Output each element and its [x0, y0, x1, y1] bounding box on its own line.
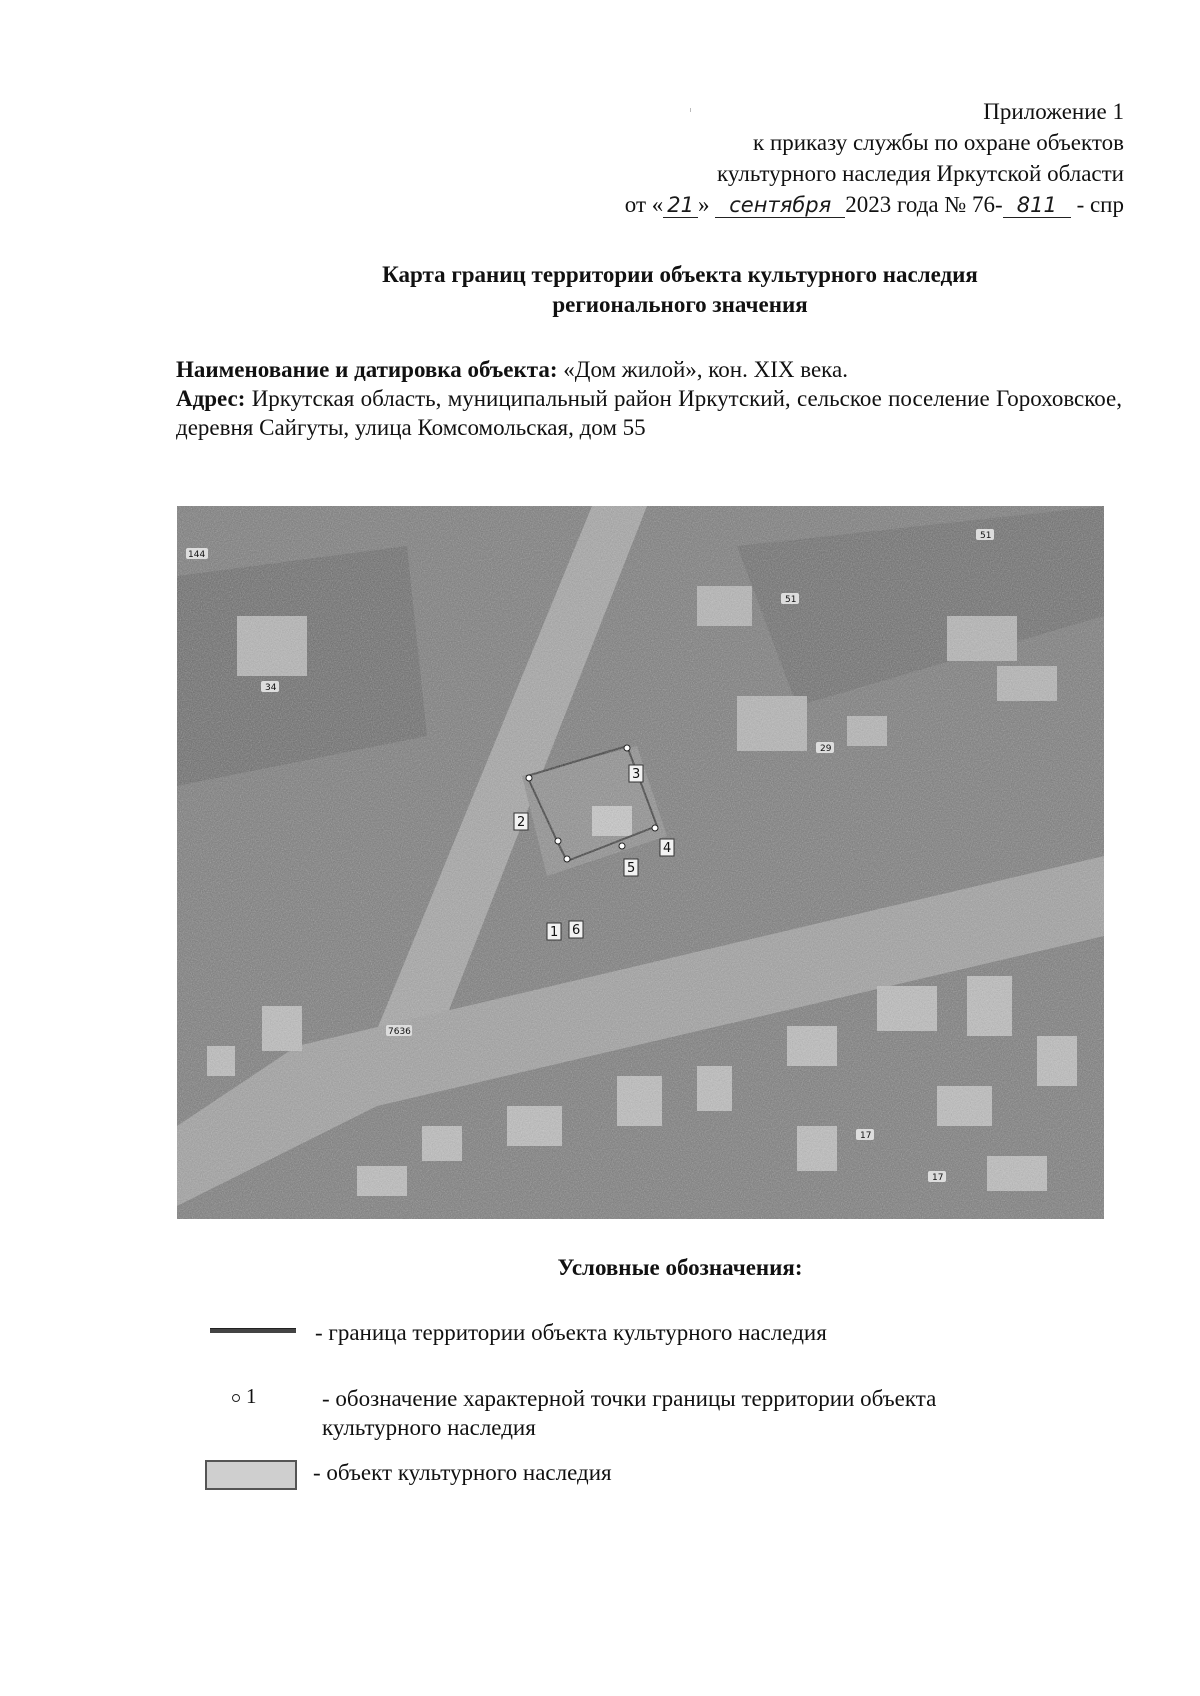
parcel-label-17b: 17 [932, 1173, 944, 1183]
legend-boundary-text: - граница территории объекта культурного наследия [315, 1320, 827, 1345]
object-name-line [176, 355, 1122, 384]
legend-point-symbol [232, 1384, 257, 1409]
point-label-3: 3 [632, 767, 641, 782]
handwritten-order-number: 811 [1003, 193, 1071, 218]
parcel-label-34: 34 [265, 683, 277, 693]
point-label-4: 4 [663, 841, 672, 856]
legend-point-line-1: - обозначение характерной точки границы территории объекта [322, 1386, 937, 1411]
handwritten-month: сентября [715, 193, 845, 218]
parcel-label-144: 144 [188, 550, 206, 560]
image-grain [177, 506, 1104, 1219]
parcel-label-29: 29 [820, 744, 832, 754]
appendix-header [625, 96, 1124, 220]
map-image [177, 506, 1104, 1219]
appendix-line-2: к приказу службы по охране объектов [753, 130, 1124, 155]
legend-point-line-2: культурного наследия [322, 1415, 536, 1440]
point-label-6: 6 [572, 923, 581, 938]
handwritten-day: 21 [663, 193, 698, 218]
appendix-line-1: Приложение 1 [983, 99, 1124, 124]
legend-object-symbol [205, 1460, 297, 1490]
satellite-map [177, 506, 1104, 1219]
point-label-5: 5 [627, 861, 636, 876]
legend-boundary-symbol [210, 1328, 296, 1333]
point-dot-icon [232, 1394, 240, 1402]
title-line-1: Карта границ территории объекта культурного наследия [382, 262, 978, 287]
order-year-text: 2023 года № 76- [845, 192, 1003, 217]
parcel-label-51b: 51 [785, 595, 797, 605]
legend-point-number: 1 [246, 1384, 257, 1408]
legend-point-text [322, 1384, 936, 1442]
date-mid: » [698, 192, 716, 217]
legend-title: Условные обозначения: [557, 1255, 803, 1280]
appendix-line-3: культурного наследия Иркутской области [717, 161, 1124, 186]
appendix-date-line [625, 189, 1124, 220]
order-suffix: - спр [1070, 192, 1124, 217]
parcel-label-51a: 51 [980, 531, 992, 541]
parcel-label-17a: 17 [860, 1131, 872, 1141]
title-line-2: регионального значения [552, 292, 808, 317]
point-label-1: 1 [550, 925, 559, 940]
legend-object-text: - объект культурного наследия [313, 1460, 612, 1485]
object-info [176, 355, 1122, 442]
object-name-value: «Дом жилой», кон. XIX века. [557, 357, 848, 382]
parcel-label-7636: 7636 [388, 1027, 411, 1037]
document-title [180, 260, 1180, 320]
object-name-label: Наименование и датировка объекта: [176, 357, 558, 382]
object-address-line [176, 384, 1122, 442]
point-label-2: 2 [517, 815, 526, 830]
address-value: Иркутская область, муниципальный район Иркутский, сельское поселение Гороховское, деревня Сайгуты, улица Комсомольская, дом 55 [176, 386, 1122, 440]
date-prefix: от « [624, 192, 664, 217]
address-label: Адрес: [176, 386, 246, 411]
